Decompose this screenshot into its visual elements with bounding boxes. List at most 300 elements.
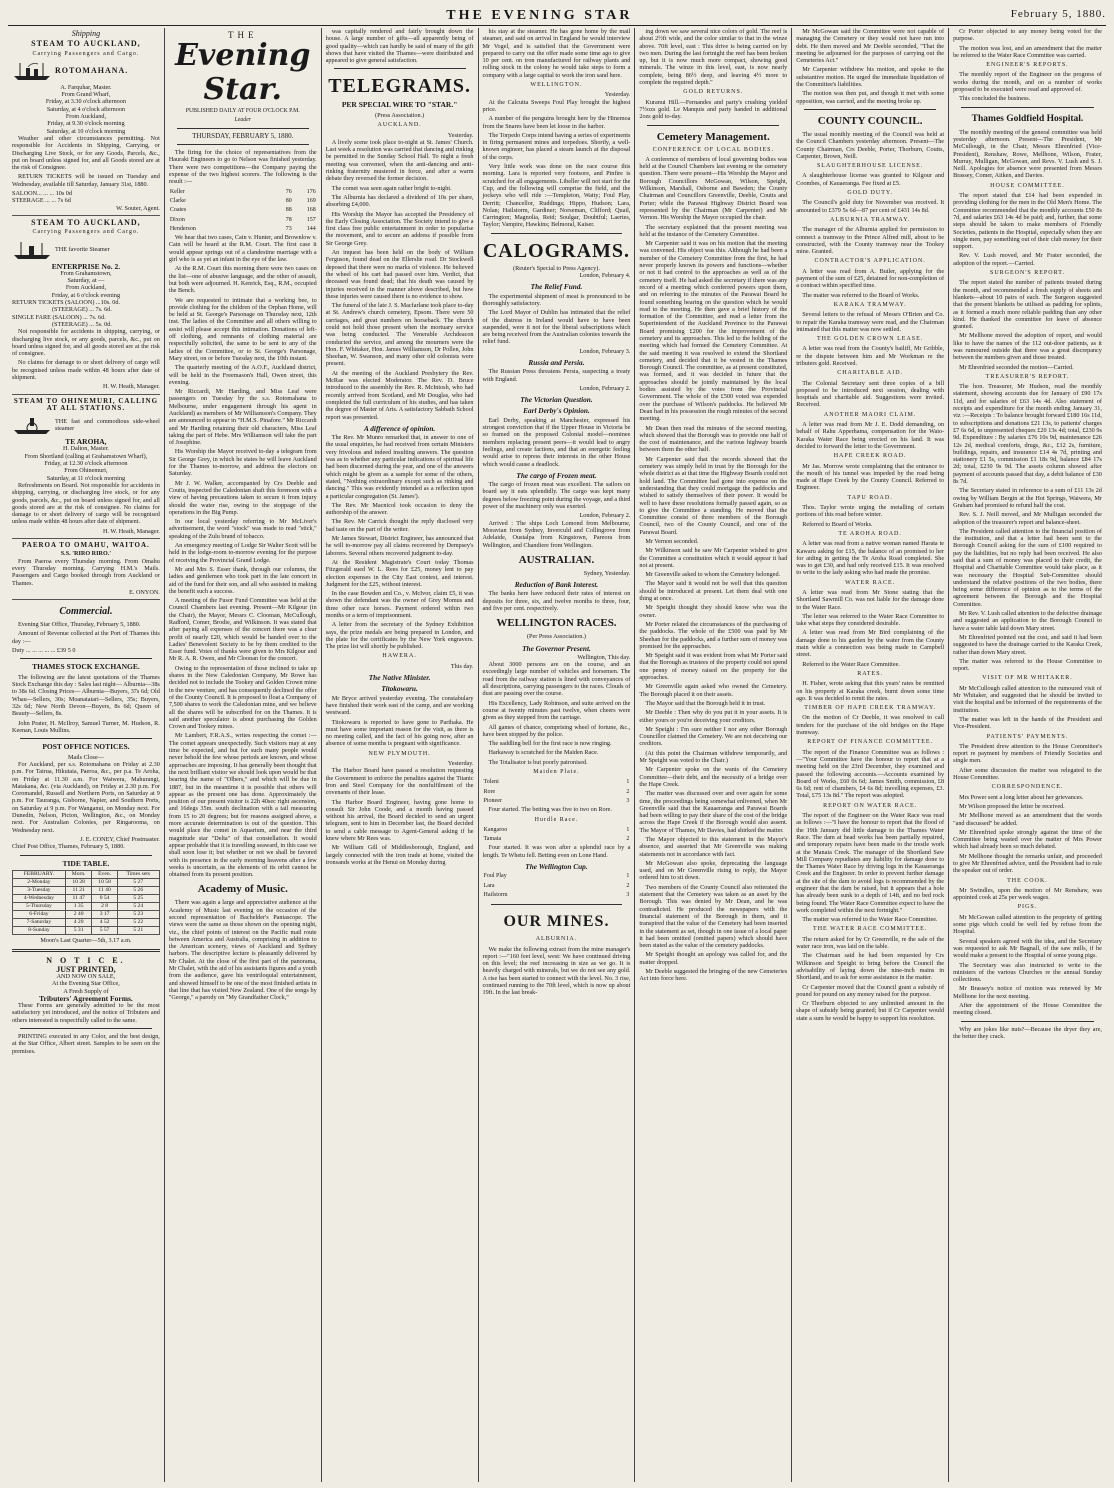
article-paragraph: The Rev. Mr Carrick thought the reply disclosed very bad taste on the part of the writer. — [325, 518, 474, 533]
article-paragraph: Mr Deeble suggested the bringing of the new Cemeteries Act into force here. — [639, 968, 788, 983]
ad-line: From Grahamstown, — [60, 269, 112, 277]
table-cell: 11 40 — [92, 887, 117, 895]
article-paragraph: At the Resident Magistrate's Court today Thomas Fitzgerald sued W. L. Rees for £25, money lent to pay election expenses in the City East contest, and interest. Judgment for the £25, without interest. — [325, 558, 474, 588]
press-association: (Press Association.) — [375, 111, 425, 119]
table-row — [483, 882, 631, 891]
article-paragraph: About 3000 persons are on the course, and an exceedingly large number of vehicles and horsemen. The road from the railway station is lined with conveyances of all descriptions, carrying passengers to the races. Clouds of dust are passing over the course. — [482, 661, 631, 698]
article-paragraph: Mr Mellhone moved as an amendment that the words "and discussed" be added. — [953, 812, 1102, 827]
table-row — [483, 826, 631, 835]
table-row — [169, 197, 317, 206]
table-cell: 144 — [306, 225, 316, 232]
article-paragraph: The motion was lost, and an amendment that the matter be referred to the Water Race Committee was carried. — [953, 44, 1102, 59]
table-row — [483, 891, 631, 900]
post-date: Chief Post Office, Thames, February 5, 1880. — [12, 843, 125, 851]
tide-table-title: TIDE TABLE. — [62, 858, 110, 868]
divider — [20, 1028, 152, 1029]
masthead-the: THE — [228, 30, 258, 40]
article-paragraph: The President called attention to the financial position of the institution, and that a letter had been sent to the Borough Council asking for the sum of £100 required to pay the liabilities, but no reply had been received. He also said that a sum of money was placed to their credit, the Hospital and Charitable Committee would take place, as it was necessary the Hospital Sub-Committee should understand the relative positions of the two bodies, there being some difference of opinion as to the terms of the agreement between the Borough and the Hospital Committee. — [953, 527, 1102, 608]
columns — [8, 28, 1106, 1482]
table-header: Morn. — [65, 871, 92, 879]
article-paragraph: his stay at the steamer. He has gone home by the mail steamer, and said on arrival in England he would interview Mr Vogel, and is satisfied that the Government were prepared to carry out the offer made some time ago to give 10 per cent. on iron manufactured for railway plants and rolling stock in the colony he would take steps to form a company with a large capital to work the iron sand here. — [482, 28, 631, 79]
table-cell: 5 26 — [117, 887, 159, 895]
tide-table — [12, 870, 160, 935]
article-paragraph: The Torpedo Corps intend having a series of experiments in firing permanent mines and torpedoes. Shortly, a well-known engineer, has placed a steam launch at the disposal of the corps. — [482, 131, 631, 161]
table-row — [483, 797, 631, 806]
table-row — [169, 216, 317, 225]
column-2 — [165, 28, 322, 1482]
fare-line: (STEERAGE) ... 5s. 0d. — [52, 320, 112, 328]
ad-enterprise — [12, 219, 160, 395]
table-cell: 3 17 — [92, 911, 117, 919]
article-paragraph: Mr Carpenter withdrew his motion, and spoke to the substantive motion. He urged the immediate liquidation of the Committee's liabilities. — [796, 66, 945, 89]
race-result-table — [483, 778, 631, 806]
academy-heading: Academy of Music. — [197, 883, 288, 896]
calograms-heading: CALOGRAMS. — [482, 239, 631, 262]
article-paragraph: After some discussion the matter was relegated to the House Committee. — [953, 766, 1102, 782]
subheading: TREASURER'S REPORT. — [985, 373, 1070, 380]
article-paragraph: Harkaway is scratched for the Maiden Race. — [488, 749, 599, 757]
ad-body: Weather and other circumstances permitting. Not responsible for Accidents in Shipping, Carrying, or Discharging Live Stock, or for any Goods, Parcels, &c., put on board unless signed for, and all Goods stored are at the risk of Consignee. — [12, 134, 160, 172]
table-cell: 5 22 — [117, 919, 159, 927]
article-paragraph: Mr Wilkinson said he saw Mr Carpenter wished to give the Committee a constitution which it would appear it had not at present. — [639, 547, 788, 569]
table-cell: 2 — [626, 882, 630, 889]
notice-forms: Tributers' Agreement Forms. — [39, 993, 133, 1003]
ad-agent: H. W. Heath, Manager. — [102, 527, 160, 535]
article-paragraph: Mr Brassey's notice of motion was renewed by Mr Mellhone for the next meeting. — [953, 985, 1102, 1000]
article-paragraph: Mr Carpenter spoke on the wants of the Cemetery Committee—their debt, and the necessity of a bridge over the Hape Creek. — [639, 766, 788, 788]
subheading: ANOTHER MAORI CLAIM. — [823, 411, 917, 418]
subheading: PIGS. — [1017, 904, 1038, 911]
tide-rows — [13, 879, 160, 935]
subheading: GOLD DUTY. — [847, 190, 893, 197]
article-paragraph: Mr William Gill of Middlesborough, England, and largely connected with the iron trade at home, visited the ironsands works at the Henui on Monday during — [325, 844, 474, 866]
article-paragraph: The usual monthly meeting of the Council was held at the Council Chambers yesterday afternoon. Present—The County Chairman, Crs Deeble, Porter, Thorburn, Coutts, Carpenter, Brown, Neill. — [796, 130, 945, 160]
article-paragraph: At the Calcutta Sweeps Foul Play brought the highest price. — [482, 98, 631, 113]
subheading: The Victorian Question. — [520, 395, 593, 405]
section-shipping: Shipping — [71, 29, 101, 38]
subheading: ENGINEER'S REPORTS. — [986, 62, 1069, 69]
table-cell: 73 — [285, 225, 292, 232]
article-paragraph: The quarterly meeting of the A.O.F., Auckland district, will be held in the Freemason's Hall, Owen street, this evening. — [168, 364, 317, 386]
article-paragraph: The matter was discussed over and over again for some time, the proceedings being somewhat enlivened, when Mr Greenville said that the Kauaeranga and Parawai Boards had been willing to pay their share of the cost of the bridge across the Hape Creek if the Borough would also assent. The Mayor of Thames, Mr Davies, had shirked the matter. — [639, 790, 788, 834]
ship-name: ROTOMAHANA. — [55, 66, 129, 76]
table-cell: 5 23 — [117, 911, 159, 919]
article-paragraph: The Council's gold duty for November was received. It amounted to £379 5s 6d—87 per cent of £431 14s 8d. — [796, 199, 945, 214]
table-cell: 78 — [285, 216, 292, 223]
divider — [647, 125, 779, 126]
ad-subtitle: Carrying Passengers and Cargo. — [32, 50, 140, 57]
table-cell: Foul Play — [483, 873, 507, 880]
table-cell: Clarke — [169, 197, 186, 204]
subheading: The Wellington Cup. — [525, 862, 588, 872]
table-cell: Kangaroo — [483, 826, 508, 833]
ad-body: Refreshments on Board. Not responsible for accidents in shipping, carrying, or discharging live stock, or for any goods, parcels, &c., put on board unless signed for, and all goods stored are at the risk of consignee. No claims for damage to or short delivery of cargo will be recognised unless made within 48 hours after date of shipment. — [12, 481, 160, 526]
article-paragraph: The Harbor Board have passed a resolution requesting the Government to enforce the penalties against the Titanic Iron and Steel Company for the nonfulfilment of the covenants of their lease. — [325, 767, 474, 797]
table-cell: 0 54 — [92, 895, 117, 903]
ad-fares: RETURN TICKETS will be issued on Tuesday and Wednesday, available till Saturday, January 31st, 1880. — [12, 173, 160, 188]
article-paragraph: Referred to the Water Race Committee. — [802, 660, 900, 668]
table-cell: Lara — [483, 882, 495, 889]
dateline: Wellington, This day. — [577, 653, 631, 661]
subheading: SLAUGHTERHOUSE LICENSE. — [816, 163, 924, 170]
article-paragraph: Several letters to the refusal of Messrs O'Brien and Co. to repair the Karaka tramway were read, and the Chairman intimated that this matter was now settled. — [796, 311, 945, 333]
fare-steerage: STEERAGE ... ... 7s 6d — [12, 197, 71, 205]
ad-line: Saturday, at 10 o'clock morning — [46, 127, 126, 135]
article-paragraph: Arrived : The ships Loch Lomond from Melbourne, Moravian from Sydney, Inverculd and Collingrove from Adelaide, Oustalpa from Kingstown, Pareora from Wellington, and Chandiere from Wellington. — [482, 519, 631, 549]
subheading: TIMBER OF HAPE CREEK TRAMWAY. — [804, 705, 937, 712]
dateline-day: Yesterday. — [447, 131, 474, 139]
subheading: A difference of opinion. — [364, 423, 436, 433]
article-paragraph: The monthly report of the Engineer on the progress of works during the month, and on a number of works proposed to be executed were read and approved of. — [953, 71, 1102, 94]
article-paragraph: Mr Carpenter said that the records showed that the cemetery was simply held in trust by the Borough for the whole district as at that time the Highway Boards could not hold land. The Committee had gone into expense on the understanding that they could mortgage the paddocks and wished to satisfy themselves of their power. It would be well to have these resolutions formally passed again, so as to give the Committee a standing. He moved that the Committee consist of three members of the Borough Council, two of the County Council, and one of the Parawai Board. — [639, 455, 788, 536]
conference-subheading: CONFERENCE OF LOCAL BODIES. — [652, 146, 775, 153]
notice-just-printed: JUST PRINTED, — [56, 964, 116, 974]
subheading: VISIT OF MR WHITAKER. — [982, 675, 1073, 682]
table-row — [13, 903, 160, 911]
table-cell: 2-Monday — [13, 879, 66, 887]
subheading: HAPE CREEK ROAD. — [833, 453, 907, 460]
article-paragraph: The Totalisator is but poorly patronised. — [488, 758, 588, 766]
table-row — [483, 835, 631, 844]
page-header — [8, 3, 1106, 26]
ship-name: S.S. 'RIRO RIRO.' — [60, 550, 112, 558]
subheading: RATES. — [857, 670, 884, 677]
ship-master: H. Dalton, Master. — [62, 445, 109, 453]
article-paragraph: Mr Bryce arrived yesterday evening. The constabulary have finished their work east of the camp, and are working westward. — [325, 694, 474, 717]
dateline-day: This day. — [450, 662, 474, 670]
table-row — [169, 188, 317, 197]
article-paragraph: Owing to the representation of those inclined to take up shares in the New Caledonian Company, Mr Rowe has decided not to include the Tookey and Golden Crown mine in the new venture, and has consequently declined the offer of the County Council. It is proposed to float a Company of 7,500 shares to work the Caledonian mine, and we believe all the shares will be subscribed for on the Thames. It is said another speculator is about purchasing the Golden Crown and Tookey mines. — [168, 664, 317, 731]
dateline: London, February 3. — [579, 347, 631, 355]
subheading: PATIENTS' PAYMENTS. — [986, 733, 1069, 740]
issue-date: THURSDAY, FEBRUARY 5, 1880. — [192, 131, 294, 140]
table-cell: 7-Saturday — [13, 919, 66, 927]
article-paragraph: A slaughterhouse license was granted to Kilgour and Coombes, of Kauaeranga. Fee fixed at £5. — [796, 172, 945, 187]
article-paragraph: Mr McGowan said the Committee were not capable of managing the Cemetery or they would not have run into debt. He then moved and Mr Deeble seconded, "That the meeting be adjourned for the purposes of carrying out the Cemeteries Act." — [796, 28, 945, 65]
article-paragraph: Four started. The betting was five to two on Rore. — [488, 806, 612, 814]
divider — [334, 68, 466, 69]
ad-line: From Ohinemuri, — [64, 467, 108, 475]
article-paragraph: The report stated that £14 had been expended in providing clothing for the men in the Old Men's Home. The Committee recommended that the monthly accounts £50 8s 7d, and salaries £63 14s 4d be paid; and, further, that some steps should be taken to make members of Friendly Societies, patients in the Hospital, especially when they are single men, pay something out of their club money for their support. — [953, 192, 1102, 251]
article-paragraph: Two members of the County Council also reiterated the statement that the Cemetery was taken as an asset by the Borough. This was denied by Mr Dean, and he was contradicted. He produced the newspapers with the financial statement of the Borough in them, and it transpired that the value of the Cemetery had been inserted in the statement as set, though in one issue of a local paper it had been omitted (omitted papers) which should have been stated as the value of the cemetery paddocks. — [639, 883, 788, 950]
article-paragraph: The Secretary was also instructed to write to the ministers of the various Churches re the annual Sunday collections. — [953, 961, 1102, 984]
race-result-table — [483, 872, 631, 900]
table-cell: Keller — [169, 188, 185, 195]
article-paragraph: On the motion of Cr Deeble, it was resolved to call tenders for the purchase of the old bridges on the Hape tramway. — [796, 714, 945, 737]
divider — [20, 658, 152, 659]
post-sign: J. E. CONEY, Chief Postmaster. — [80, 835, 160, 843]
newspaper-name: THE EVENING STAR — [446, 7, 633, 23]
article-paragraph: Mr Swindles, upon the motion of Mr Renshaw, was appointed cook at 25s per week wages. — [953, 886, 1102, 902]
table-cell: 10 58 — [92, 879, 117, 887]
divider — [961, 107, 1094, 108]
fare-saloon: SALOON... ... ... 10s 0d — [12, 190, 72, 198]
ad-line: Friday, at 3.30 o'clock afternoon — [45, 98, 126, 106]
column-4 — [479, 28, 636, 1482]
dateline-day: Yesterday. — [447, 760, 474, 768]
table-row — [13, 919, 160, 927]
table-cell: 4 52 — [92, 919, 117, 927]
article-paragraph: There was again a large and appreciative audience at the Academy of Music last evening on the occasion of the second representation of Bachelder's Pantascope. The views were the same as those shown on the opening night, viz., the chief points of interest on the Pacific mail route between America and Australia, comprising in addition to the American scenery, views of Auckland and Sydney harbors. The descriptive lecture is pleasantly delivered by Mr Chalet. At the close of the first part of the panorama, Mr Chalet, with the aid of his assistants figures and a youth from the audience, gave his ventriloquial entertainment, and showed himself to be one of the most finished artists in that line that has visited New Zealand. One of the songs by "George," a parody on "My Grandfather Clock," — [168, 899, 317, 1002]
article-paragraph: Mr Speight thought they should know who was the owner. — [639, 604, 788, 619]
article-paragraph: The letter was referred to the Water Race Committee to take what steps they considered desirable. — [796, 612, 945, 628]
mine-name: ALBURNIA. — [535, 936, 578, 943]
dateline: London, February 4. — [579, 272, 631, 280]
post-body: For Auckland, per s.s. Rotomahana on Friday at 2.30 p.m. For Tairua, Hikutaia, Paeroa, &c., per p.a. Te Aroha, on Friday at 11.30 a.m. For Waiwera, Mahurangi, Matakana, &c. (via Auckland), on Friday at 2.30 p.m. For Coromandel, Russell and Northern Ports, on Saturday at 9 p.m. For Tauranga, Gisborne, Napier, and Southern Ports, on Saturday at 9 p.m. For Wanganui, on Monday next. For Dunedin, Nelson, Picton, Wellington, &c., on Monday next. For Australian Colonies, per Ringarooma, on Wednesday next. — [12, 760, 160, 834]
table-row — [13, 879, 160, 887]
column-7 — [949, 28, 1106, 1482]
article-paragraph: We are requested to intimate that a working bee, to provide clothing for the children of the Orphan Home, will be held at St. George's Parsonage on Thursday next, 12th inst. The ladies of the Committee and all others willing to assist will please accept this intimation. Donations of left-off clothing, and remnants of clothing material are respectfully solicited, the same to be sent to any of the ladies of the Committee, or to St. George's Parsonage, Mary street, on or before Tuesday next, the 10th instant. — [168, 296, 317, 362]
article-paragraph: The Mayor said it would not be well that this question should be introduced at present. Let them deal with one thing at once. — [639, 580, 788, 603]
article-paragraph: The Harbor Board Engineer, having gone home to consult Sir John Coode, and a month having passed without his arrival, the Board decided to send an urgent telegram, sent to him in December last, the Board decided to send a cable message to Agent-General asking if he knew where Mr Rees was. — [325, 798, 474, 842]
post-office-title: POST OFFICE NOTICES. — [42, 742, 130, 752]
table-cell: Dixon — [169, 216, 185, 223]
subheading: CORRESPONDENCE. — [991, 784, 1064, 791]
article-paragraph: We hear that two cases, Cain v. Hunter, and Brownlow v. Cain will be heard at the R.M. Court. The first case it would appear springs out of a clandestine marriage with a girl who is as yet an infant in the eye of the law. — [168, 234, 317, 264]
article-paragraph: Mr Greenville asked to whom the Cemetery belonged. — [645, 571, 781, 579]
ad-title: STEAM TO AUCKLAND, — [31, 39, 141, 49]
article-paragraph: The hon. Treasurer, Mr Hudson, read the monthly statement, showing accounts due for January of £90 17s 11d, and for salaries of £63 14s 4d. Also statement of receipts and expenditure for the month ending January 31, viz :—Receipts : To balance brought forward £180 16s 11d, to subscriptions and donations £21 13s, to patients' charges £7 6s 6d, to unpresented cheques £20 13s 4d; total, £230 9s 9d. Expenditure : By salaries £76 10s 9d, maintenance £26 12s 2d, medical comforts, drugs, &c., £12 2s, furniture, buildings, repairs, and insurance £14 4s 7d, printing and stationery £1 5s, commission £1 18s 9d, balance £84 17s 2d; total, £230 9s 9d. The assets column showed after payment of accounts passed that day, a debit balance of £30 8s 7d. — [953, 383, 1102, 486]
subheading: KARAKA TRAMWAY. — [833, 301, 907, 308]
article-paragraph: Mr Ehrenfried seconded the motion—Carried. — [959, 363, 1074, 371]
subheading: The Relief Fund. — [530, 282, 583, 292]
article-paragraph: Earl Derby, speaking at Manchester, expressed his strongest conviction that if the Upper House in Victoria be so framed on the proposed Colonial model—nominee members replacing present peers—it would lead to angry feelings, and create factions, and that an energetic feeling would arise to repress their interests in the other House which would cause a deadlock. — [482, 416, 631, 468]
table-cell: 4-Wednesday — [13, 895, 66, 903]
divider — [804, 109, 936, 110]
notice-body: These Forms are generally admitted to be the most satisfactory yet introduced, and the notice of Tributers and others interested is respectfully called to the same. — [12, 1002, 160, 1024]
article-paragraph: Referred to Board of Works. — [802, 520, 873, 528]
subheading: The Native Minister. — [368, 673, 431, 683]
ad-title: STEAM TO OHINEMURI, CALLING AT ALL STATIONS. — [13, 396, 159, 412]
article-paragraph: Mrs Power sent a long letter about her grievances. — [959, 793, 1084, 801]
ad-te-aroha — [12, 398, 160, 539]
article-paragraph: At the R.M. Court this morning there were two cases on the list—one of abusive language, and the other of assault, but both were adjourned. H. Kenrick, Esq., R.M., occupied the Bench. — [168, 265, 317, 295]
commercial-duty: Duty ... ... ... ... ... £39 5 0 — [12, 647, 76, 654]
article-paragraph: An emergency meeting of Lodge Sir Walter Scott will be held in the lodge-room to-morrow evening for the purpose of receiving the Provincial Grand Lodge. — [168, 542, 317, 564]
article-paragraph: The Rev. Mr Munro remarked that, in answer to one of the usual enquiries, he had received from certain Ministers very frivolous and indeed insulting answers. The question was as to whether any particular indications of spiritual life had been discerned during the year, and one of the answers which might be given as a sample for some of the others, stated, "Nothing extraordinary except such as rinking and dancing." This was evidently intended as a reflection upon a particular congregation (St. James'). — [325, 434, 474, 500]
subheading: Titokowaru. — [381, 684, 418, 694]
table-cell: 2 8 — [92, 903, 117, 911]
table-cell: 76 — [285, 188, 292, 195]
ad-title: PAEROA TO OMAHU, WAITOA. — [22, 541, 150, 550]
article-paragraph: A conference of members of local governing bodies was held at the Council Chambers last evening re the cemetery question. There were present—His Worship the Mayor and Borough Councillors McGowan, Wilson, Speight, Wilkinson, Marshall, Osborne and Bawden; the County Chairman and Councillors Greenville, Deeble, Coutts and Porter; while the Parawai Highway District Board was represented by the Chairman (Mr Carpenter) and Mr Vernon. His Worship the Mayor occupied the chair. — [639, 155, 788, 222]
article-paragraph: Cr Thorburn objected to any unlimited amount in the shape of subsidy being granted; but if Cr Carpenter would state a sum he would be happy to support his resolution. — [796, 1000, 945, 1022]
ad-line: Friday, at 6 o'clock evening — [51, 291, 121, 299]
article-paragraph: Rev. V. Lush moved, and Mr Frater seconded, the adoption of the report.—Carried. — [953, 252, 1102, 267]
race-name: Maiden Plate. — [533, 769, 580, 776]
race-result-table — [483, 826, 631, 845]
article-paragraph: His Worship the Mayor received to-day a telegram from Sir George Grey, in which he states he will leave Auckland for the Thames to-morrow, and address the electors on Saturday. — [168, 448, 317, 478]
article-paragraph: Titokowaru is reported to have gone to Parihaka. He must have some important reason for the visit, as there is no meeting called, and the fact of his going now, after an absence of some months is pregnant with significance. — [325, 718, 474, 748]
table-cell: 3 — [626, 797, 630, 804]
table-cell: 88 — [285, 207, 292, 214]
subheading: TAPU ROAD. — [847, 494, 893, 501]
table-cell: 1 — [626, 779, 630, 786]
dateline-place: WELLINGTON. — [530, 82, 583, 89]
table-cell: 5-Thursday — [13, 903, 66, 911]
stock-exchange-title: THAMES STOCK EXCHANGE. — [32, 662, 140, 672]
article-paragraph: The Lord Mayor of Dublin has intimated that the relief of the distress in Ireland would have to have been suspended, were it not for the liberal subscriptions which are being received from the Australian colonies towards the relief fund. — [482, 309, 631, 346]
table-cell: 168 — [306, 207, 316, 214]
article-paragraph: was capitally rendered and fairly brought down the house. A large number of gifts—all apparently being of good quality—which can hardly be said of many of the gift shows that have visited the Thames—were distributed and appeared to give general satisfaction. — [325, 28, 474, 65]
subheading: Reduction of Bank Interest. — [514, 580, 599, 590]
ship-row — [12, 414, 160, 436]
fare-line: RETURN TICKETS (SALOON) ...10s. 0d. — [12, 299, 120, 307]
article-paragraph: Mr McGowan called attention to the propriety of getting some pigs which could be well fed by refuse from the Hospital. — [953, 913, 1102, 936]
table-row — [13, 911, 160, 919]
commercial-date: Evening Star Office, Thursday, February 5, 1880. — [18, 621, 141, 629]
subheading: THE WATER RACE COMMITTEE. — [813, 926, 928, 933]
article-paragraph: The saddling bell for the first race is now ringing. — [488, 740, 612, 748]
ad-line: Friday, at 12.30 o'clock afternoon — [44, 460, 128, 468]
table-cell: Pioneer — [483, 797, 502, 804]
article-paragraph: An inquest has been held on the body of William Ferguson, found dead on the Ellerslie road. Dr Stockwell deposed that there were no marks of violence. He believed the wheel of his cart had passed over him. Verdict, that deceased was found dead; that his death was caused by injuries received in the manner above described, but how these injuries were caused there is no evidence to show. — [325, 249, 474, 300]
ad-line: Saturday, at — — [67, 277, 105, 285]
subheading: HOUSE COMMITTEE. — [990, 182, 1065, 189]
table-cell: 2 40 — [65, 911, 92, 919]
article-paragraph: His Worship the Mayor has accepted the Presidency of the Early Closing Association. The Society intend to give a first class free public entertainment in order to popularise the movement, and to secure an address if possible from Sir George Grey. — [325, 210, 474, 247]
article-paragraph: ing down we saw several nice colors of gold. The reef is about 2½ft wide, and the color similar to that in the winze above. 70ft level, east : This drive is being carried on by two men. During the last fortnight the reef has been broken up, but it is now much more compact, showing good minerals. The winze in this level, east, is now nearly complete, being 86½ deep, and leaving 4½ more to complete the required depth." — [639, 28, 788, 87]
article-paragraph: The matter was left in the hands of the President and Vice-President. — [953, 715, 1102, 731]
table-row — [13, 887, 160, 895]
article-paragraph: The Rev. Mr Macnicol took occasion to deny the authorship of the answer. — [325, 501, 474, 517]
table-cell: Tamata — [483, 836, 502, 843]
article-paragraph: The Mayor objected to this statement in the Mayor's absence, and asserted that Mr Greenville was making statements not in accordance with fact. — [639, 835, 788, 858]
dateline-place: NEW PLYMOUTH. — [368, 750, 431, 757]
mines-heading: OUR MINES. — [503, 913, 610, 931]
ad-agent: W. Souter, Agent. — [116, 204, 160, 212]
subheading: ALBURNIA TRAMWAY. — [830, 216, 911, 223]
article-paragraph: (At this point the Chairman withdrew temporarily, and Mr Speight was voted to the Chair.) — [639, 749, 788, 765]
article-paragraph: Mr and Mrs S. Esser thank, through our columns, the ladies and gentlemen who took part in the late concert in aid of the fund for their son, and all who assisted in making the benefit such a success. — [168, 565, 317, 595]
column-1 — [8, 28, 165, 1482]
table-cell: 5 57 — [92, 927, 117, 935]
gold-returns-heading: GOLD RETURNS. — [683, 89, 744, 96]
telegrams-subheading: PER SPECIAL WIRE TO "STAR." — [341, 100, 458, 110]
table-cell: 3 — [626, 891, 630, 898]
table-cell: 1 — [626, 873, 630, 880]
telegrams-heading: TELEGRAMS. — [328, 75, 472, 98]
divider — [20, 738, 152, 739]
article-paragraph: Mr Speight thought an apology was called for, and the matter dropped. — [639, 951, 788, 966]
article-paragraph: The secretary explained that the present meeting was held at the instance of the Cemetery Committee. — [639, 223, 788, 238]
table-cell: 5 25 — [117, 895, 159, 903]
masthead — [169, 32, 317, 124]
ship-row — [12, 239, 160, 261]
press-association: (Per Press Association.) — [526, 633, 586, 641]
divider — [12, 949, 160, 952]
article-paragraph: A letter from the secretary of the Sydney Exhibition says, the prize medals are being prepared in London, and the plate for the certificates by the New York engravers. The prize list will shortly be published. — [325, 621, 474, 651]
table-cell: 10 28 — [65, 879, 92, 887]
subheading: CONTRACTOR'S APPLICATION. — [814, 258, 926, 265]
article-paragraph: The Chairman said he had been requested by Crs Wilkinson and Speight to bring before the Council the advisability of laying down the nine-inch mains in Shortland, and to ask for some assistance in the matter. — [796, 952, 945, 982]
subheading: TE AROHA ROAD. — [838, 530, 902, 537]
column-5 — [635, 28, 792, 1482]
post-subtitle: Mails Close— — [67, 753, 104, 761]
article-paragraph: The firing for the choice of representatives from the Hauraki Engineers to go to Nelson was finished yesterday. There were two competitions—the Company paying the expense of the two highest scorers. The following is the result :— — [168, 149, 317, 186]
article-paragraph: A letter was read from Mr Bird complaining of the damage done to his garden by the water from the County main while a connection was being made in Campbell street. — [796, 629, 945, 659]
ad-title: STEAM TO AUCKLAND, — [31, 217, 141, 227]
fare-line: (STEERAGE) ... 7s. 6d. — [52, 306, 112, 314]
article-paragraph: Several speakers agreed with the idea, and the Secretary was requested to ask Mr Bagnall, of the saw mills, if he would make a present to the Hospital of some young pigs. — [953, 937, 1102, 960]
article-paragraph: A letter was read from A. Butler, applying for the payment of the sum of £25, detained for non-completion of a contract within specified time. — [796, 267, 945, 290]
article-paragraph: The Russian Press threatens Persia, suspecting a treaty with England. — [482, 368, 631, 383]
table-cell: 5 24 — [117, 903, 159, 911]
ad-agent: E. ONYON. — [129, 588, 160, 596]
article-paragraph: At the meeting of the Auckland Presbytery the Rev. McRae was elected Moderator. The Rev. D. Bruce introduced to the assembly the Rev. R. McIntosh, who had recently arrived from Scotland, and Mr Douglas, who had completed the full curriculum of his studies, and has taken the degree of Master of Arts. A satisfactory Sabbath School report was presented. — [325, 369, 474, 421]
article-paragraph: We make the following extract from the mine manager's report :—"160 feet level, west: We have continued driving on this level; the reef increasing in size as we go. It is heavily charged with minerals, but we do not see any gold. A rise has been started to connect with the level. No. 3 rise, continued running to the 70ft level, which is now up about 19ft. In the last break- — [482, 945, 631, 997]
article-paragraph: Mr Lambert, F.R.A.S., writes respecting the comet :—The comet appears unexpectedly. Such visitors may at any time be expected, and but for such many people would never behold the few whose periods are known, and whose approaches are imposing. It has generally been thought that the next brilliant visitor we should look upon would be that bearing the name of "Olbers," and which will be due in 1887, but in the meantime it is possible that others will appear as the present one has done. Approximately the position of our present visitor is 22h 40sec right ascension, and 16degs 35m. south declination with a tail measuring from 15 to 20 degrees; but for reasons assigned above, a more accurate determination is out of the question. This would place the comet in Aquarium, and near the third magnitude star "Delta" of that constellation. It would appear probable that it is travelling seaward, in this case we shall soon lose it; but whether or not we shall be favored with its presence in the early morning heavens after a few weeks is uncertain, as the elements of its orbit cannot be obtained from its present position. — [168, 732, 317, 879]
article-paragraph: Mr Vernon seconded. — [645, 538, 699, 545]
divider — [491, 233, 623, 234]
subheading: WATER RACE. — [845, 579, 896, 586]
dateline: London, February 2. — [579, 512, 631, 520]
article-paragraph: A lively scene took place to-night at St. James' Church. Last week a resolution was carried that dancing and rinking be permitted in the Sunday School Hall. To night a fresh meeting was convened, when the anti-dancing and anti-rinking fraternity mustered in force, and after a warm debate they reversed the former decision. — [325, 138, 474, 183]
article-paragraph: Mr Riccardi, Mr Harding, and Miss Leaf were passengers on Tuesday by the s.s. Rotomahana to Melbourne, under engagement through his agent in Auckland) as members of Mr Williamson's Company. They are announced to appear in "H.M.S. Pinafore." Mr Riccardi and Mr Harding retaining their old characters, Miss Leaf taking the part of Hebe. Mrs Williamson will take the part of Josephine. — [168, 388, 317, 447]
article-paragraph: In the case Bowden and Co., v. McIvor, claim £5, it was shown the defendant was the owner of Grey Momus and three other race horses. Payment ordered within two months or a term of imprisonment. — [325, 590, 474, 619]
table-cell: 11 47 — [65, 895, 92, 903]
reuter-line: (Reuter's Special to Press Agency). — [513, 264, 600, 272]
masthead-published: PUBLISHED DAILY AT FOUR O'CLOCK P.M. — [185, 108, 300, 115]
ad-line: From Shortland (calling at Grahamstown Wharf), — [24, 452, 148, 460]
article-paragraph: The report of the Engineer on the Water Race was read as follows :—"I have the honour to report that the flood of the 19th January did little damage to the Thames Water Race. The dam at head works has been partially repaired, and temporary repairs have been made to the trestle work at the Manaia Creek. The manager of the Shortland Saw Mill Company repudiates any liability for damage done to the Thames Water Race by driving logs in the Kauaeranga Creek and the Engineer. In order to prevent further damage at the site of the dam to avoid logs is recommended by the engineer that the dam be raised, but it appears that a hole has already been sunk to a depth of 14ft, and no bed rock being found. The Water Race Committee expect to have the work completed within the next fortnight." — [796, 812, 945, 914]
article-paragraph: The funeral of the late J. S. Macfarlane took place to-day at St. Andrew's church cemetery, Epsom. There were 50 carriages, and great numbers on horseback. The church could not hold those present when the mortuary service was being conducted. The Venerable Archdeacon conducted the service, and among the mourners were the Hon. F. Whitaker, Hon. James Williamson, Dr Pollen, John Sheehan, W. Swanson, and many other old colonists were present. — [325, 302, 474, 368]
races-heading: WELLINGTON RACES. — [496, 617, 617, 630]
article-paragraph: After the appointment of the House Committee the meeting closed. — [953, 1002, 1102, 1017]
article-paragraph: The monthly meeting of the general committee was held yesterday afternoon. Present—The President, Mr McCullough, in the Chair, Messrs Ehrenfried (Vice-President), Renshaw, Rowe, Mellhone, Wilson, Frater, Murray, Mulligan, McGowan, and Revs. V. Lush and S. J. Neill. Apologies for absence were presented from Messrs Brassey, Comer, Aitken, and Davies. — [953, 128, 1102, 180]
table-cell: 3-Tuesday — [13, 887, 66, 895]
article-paragraph: Mr Ehrenfried pointed out the cost, and said it had been suggested to have the drainage carried to the Karaka Creek, rather than down Mary street. — [953, 633, 1102, 656]
article-paragraph: A letter was read from Mr J. E. Dodd demanding, on behalf of Rahu Apperhama, compensation for the Waio-Karaka Water Race being erected on his land. It was decided to forward the letter to the Government. — [796, 421, 945, 450]
shooting-results-table — [169, 188, 317, 234]
article-paragraph: This concluded the business. — [959, 95, 1031, 103]
table-cell: 1 — [626, 826, 630, 833]
subheading: THE GOLDEN CROWN LEASE. — [816, 336, 924, 343]
ship-name: ENTERPRISE No. 2. — [51, 261, 121, 271]
article-paragraph: Kuranui Hill.—Fernandes and party's crushing yielded 7½ozs gold. Le Manquis and party handed in additional 2ozs gold to-day. — [639, 98, 788, 121]
printing-notice: PRINTING executed in any Color, and the best design, at the Star Office, Albert street. Samples to be seen on the premises. — [12, 1033, 160, 1055]
article-paragraph: Mr Mellhone thought the remarks unfair, and proceeded to give Mr Ehrenfried advice, until the President had to rule the speaker out of order. — [953, 852, 1102, 875]
table-row — [483, 872, 631, 881]
ad-paeroa — [12, 542, 160, 600]
ad-intro: THE fast and commodious side-wheel steamer — [55, 417, 160, 433]
subheading: Russia and Persia. — [528, 357, 585, 367]
article-paragraph: A letter was read from a native woman named Harata te Kawaru asking for £15, the balance of an promised to her for aiding in getting the Te Aroha Road completed. She was to get £30, and had only received £15. It was resolved to write to the lady asking who had made the promise. — [796, 540, 945, 577]
article-paragraph: Very little work was done on the race course this morning. Lara is reported very footsore, and Pinfire is scratched for all engagements. Libeller will not start for the Cup, and the following will comprise the field, and the jockeys who will ride :—Templeton, Watty; Foul Play, Derritt; Chancellor, Ruddings; Hippo, Hudson; Lara, Nolan; Hailstorm, Gardiner; Norseman, Clifford; Quail, Carrington; Magnolia, Reid; Soulgar, Doubtful; Laertes, Taylor; Vampire, Hawkins; Belmoral, Kaiser. — [482, 163, 631, 229]
table-cell: 176 — [306, 188, 316, 195]
table-row — [13, 895, 160, 903]
divider — [20, 855, 152, 856]
article-paragraph: The President drew attention to the House Committee's report re payment by members of Friendly Societies and single men. — [953, 742, 1102, 765]
ad-line: Saturday, at 4 o'clock afternoon — [46, 105, 126, 113]
notice-title: N O T I C E. — [46, 956, 126, 966]
article-paragraph: Mr Mellhone moved the adoption of report, and would like to have the names of the 112 out-door patients, as it was rumoured outside that there was a great discrepancy between the numbers given and those treated. — [953, 332, 1102, 362]
article-paragraph: His Excellency, Lady Robinson, and suite arrived on the course at twenty minutes past twelve, when cheers were given as they stepped from the carriage. — [482, 699, 631, 722]
moon-phase: Moon's Last Quarter—5th, 3.17 a.m. — [40, 937, 132, 945]
article-paragraph: The Secretary stated in reference to a sum of £11 13s 2d owing by William Bergin at the Hot Springs, Waiwera, Mr Graham had promised to refund half the cost. — [953, 487, 1102, 509]
stock-brokers: John Prater, H. McIlroy, Samuel Turner, M. Hudson, R. Keenan, Louis Mullins. — [12, 719, 160, 734]
ad-line: From Auckland, — [65, 284, 107, 292]
ad-rotomahana — [12, 40, 160, 216]
article-paragraph: Mr Greenville again asked who owned the Cemetery. The Borough placed it on their assets. — [639, 683, 788, 698]
table-cell: Hailstorm — [483, 891, 508, 898]
column-3 — [322, 28, 479, 1482]
article-paragraph: Mr Porter related the circumstances of the purchasing of the paddocks. The whole of the £500 was paid by Mr Sheehan for the paddocks, and a further sum of money was promised for the approaches. — [639, 620, 788, 650]
ad-body: From Paeroa every Thursday morning. From Omahu every Thursday morning. Carrying H.M.'s Mails. Passengers and Cargo booked through from Auckland or Thames. — [12, 557, 160, 587]
joke-line: Why are jokes like nuts?—Because the dryer they are, the better they crack. — [953, 1025, 1102, 1040]
subheading: THE COOK. — [1007, 877, 1048, 884]
divider — [177, 128, 309, 129]
